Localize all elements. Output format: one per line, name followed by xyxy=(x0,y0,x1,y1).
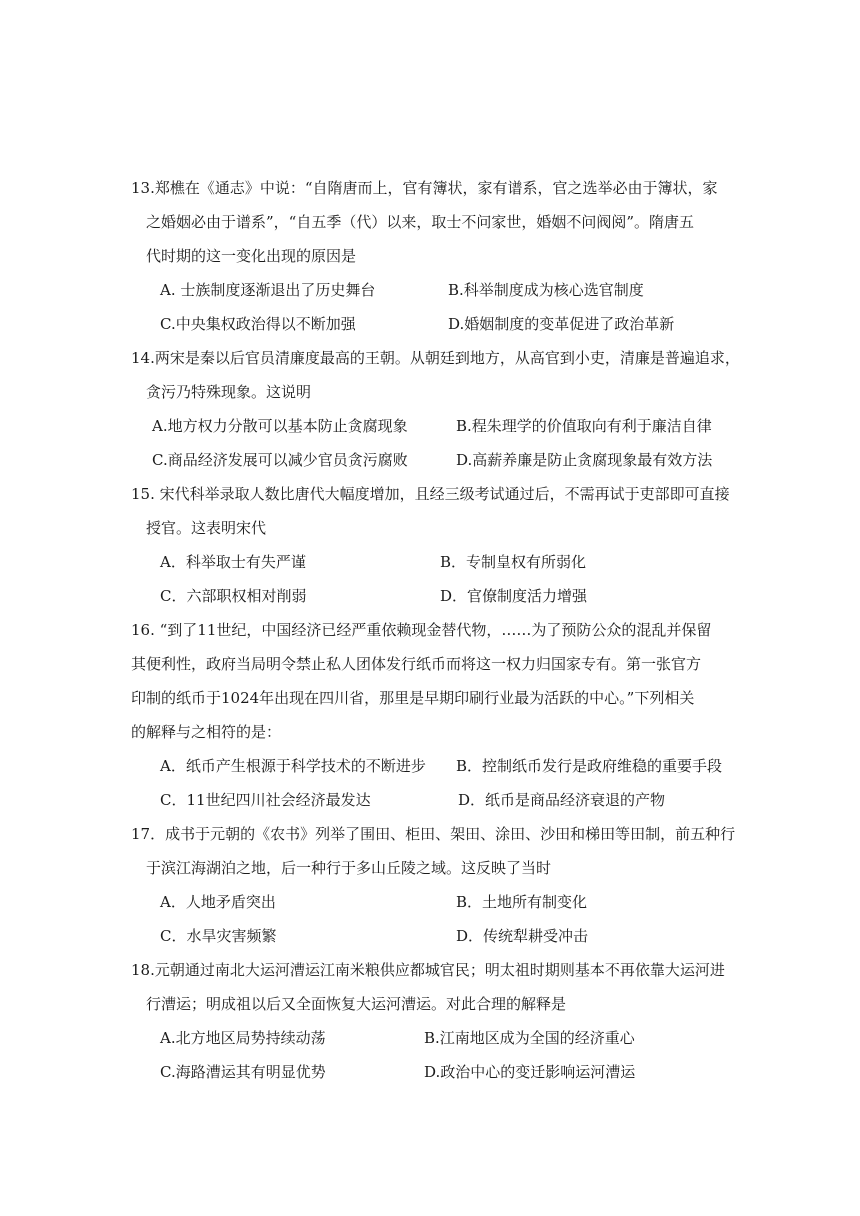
question-18-option-d: D.政治中心的变迁影响运河漕运 xyxy=(424,1063,636,1081)
question-13-line-2: 之婚姻必由于谱系”，“自五季（代）以来，取士不问家世，婚姻不问阀阅”。隋唐五 xyxy=(146,213,695,231)
question-14-option-c: C.商品经济发展可以减少官员贪污腐败 xyxy=(152,451,408,469)
question-14-option-a: A.地方权力分散可以基本防止贪腐现象 xyxy=(152,417,408,435)
question-16-line-2: 其便利性，政府当局明令禁止私人团体发行纸币而将这一权力归国家专有。第一张官方 xyxy=(131,655,702,673)
question-13-option-a: A. 士族制度逐渐退出了历史舞台 xyxy=(160,281,376,299)
question-18-option-b: B.江南地区成为全国的经济重心 xyxy=(424,1029,635,1047)
question-18-line-1: 18.元朝通过南北大运河漕运江南米粮供应都城官民；明太祖时期则基本不再依靠大运河进 xyxy=(131,961,725,979)
question-16-option-b: B．控制纸币发行是政府维稳的重要手段 xyxy=(456,757,723,775)
question-13-option-c: C.中央集权政治得以不断加强 xyxy=(160,315,356,333)
question-16-line-3: 印制的纸币于1024年出现在四川省，那里是早期印刷行业最为活跃的中心。”下列相关 xyxy=(131,689,695,707)
question-18-option-c: C.海路漕运其有明显优势 xyxy=(160,1063,326,1081)
question-13-option-b: B.科举制度成为核心选官制度 xyxy=(448,281,644,299)
question-17-option-b: B．土地所有制变化 xyxy=(456,893,588,911)
question-15-option-b: B．专制皇权有所弱化 xyxy=(440,553,587,571)
question-13-line-1: 13.郑樵在《通志》中说：“自隋唐而上，官有簿状，家有谱系，官之选举必由于簿状，家 xyxy=(131,179,718,197)
question-17-option-d: D．传统犁耕受冲击 xyxy=(456,927,589,945)
question-16-option-c: C．11世纪四川社会经济最发达 xyxy=(160,791,371,809)
question-14-line-2: 贪污乃特殊现象。这说明 xyxy=(146,383,312,401)
question-16-line-1: 16. “到了11世纪，中国经济已经严重依赖现金替代物，……为了预防公众的混乱并保留 xyxy=(131,621,712,639)
question-15-option-a: A．科举取士有失严谨 xyxy=(160,553,306,571)
question-15-line-1: 15. 宋代科举录取人数比唐代大幅度增加，且经三级考试通过后，不需再试于吏部即可直接 xyxy=(131,485,730,503)
question-15-line-2: 授官。这表明宋代 xyxy=(146,519,267,537)
question-16-line-4: 的解释与之相符的是： xyxy=(131,723,282,741)
question-18-option-a: A.北方地区局势持续动荡 xyxy=(160,1029,326,1047)
question-14-option-d: D.高薪养廉是防止贪腐现象最有效方法 xyxy=(456,451,713,469)
question-14-option-b: B.程朱理学的价值取向有利于廉洁自律 xyxy=(456,417,712,435)
question-13-line-3: 代时期的这一变化出现的原因是 xyxy=(146,247,357,265)
question-13-option-d: D.婚姻制度的变革促进了政治革新 xyxy=(448,315,675,333)
question-16-option-a: A．纸币产生根源于科学技术的不断进步 xyxy=(160,757,426,775)
question-15-option-c: C．六部职权相对削弱 xyxy=(160,587,307,605)
question-17-line-2: 于滨江海湖泊之地，后一种行于多山丘陵之域。这反映了当时 xyxy=(146,859,552,877)
question-15-option-d: D．官僚制度活力增强 xyxy=(440,587,588,605)
question-17-option-a: A．人地矛盾突出 xyxy=(160,893,276,911)
question-14-line-1: 14.两宋是秦以后官员清廉度最高的王朝。从朝廷到地方，从高官到小吏，清廉是普遍追求， xyxy=(131,349,740,367)
question-18-line-2: 行漕运；明成祖以后又全面恢复大运河漕运。对此合理的解释是 xyxy=(146,995,567,1013)
question-17-line-1: 17．成书于元朝的《农书》列举了围田、柜田、架田、涂田、沙田和梯田等田制，前五种行 xyxy=(131,825,736,843)
question-17-option-c: C．水旱灾害频繁 xyxy=(160,927,277,945)
question-16-option-d: D．纸币是商品经济衰退的产物 xyxy=(458,791,666,809)
